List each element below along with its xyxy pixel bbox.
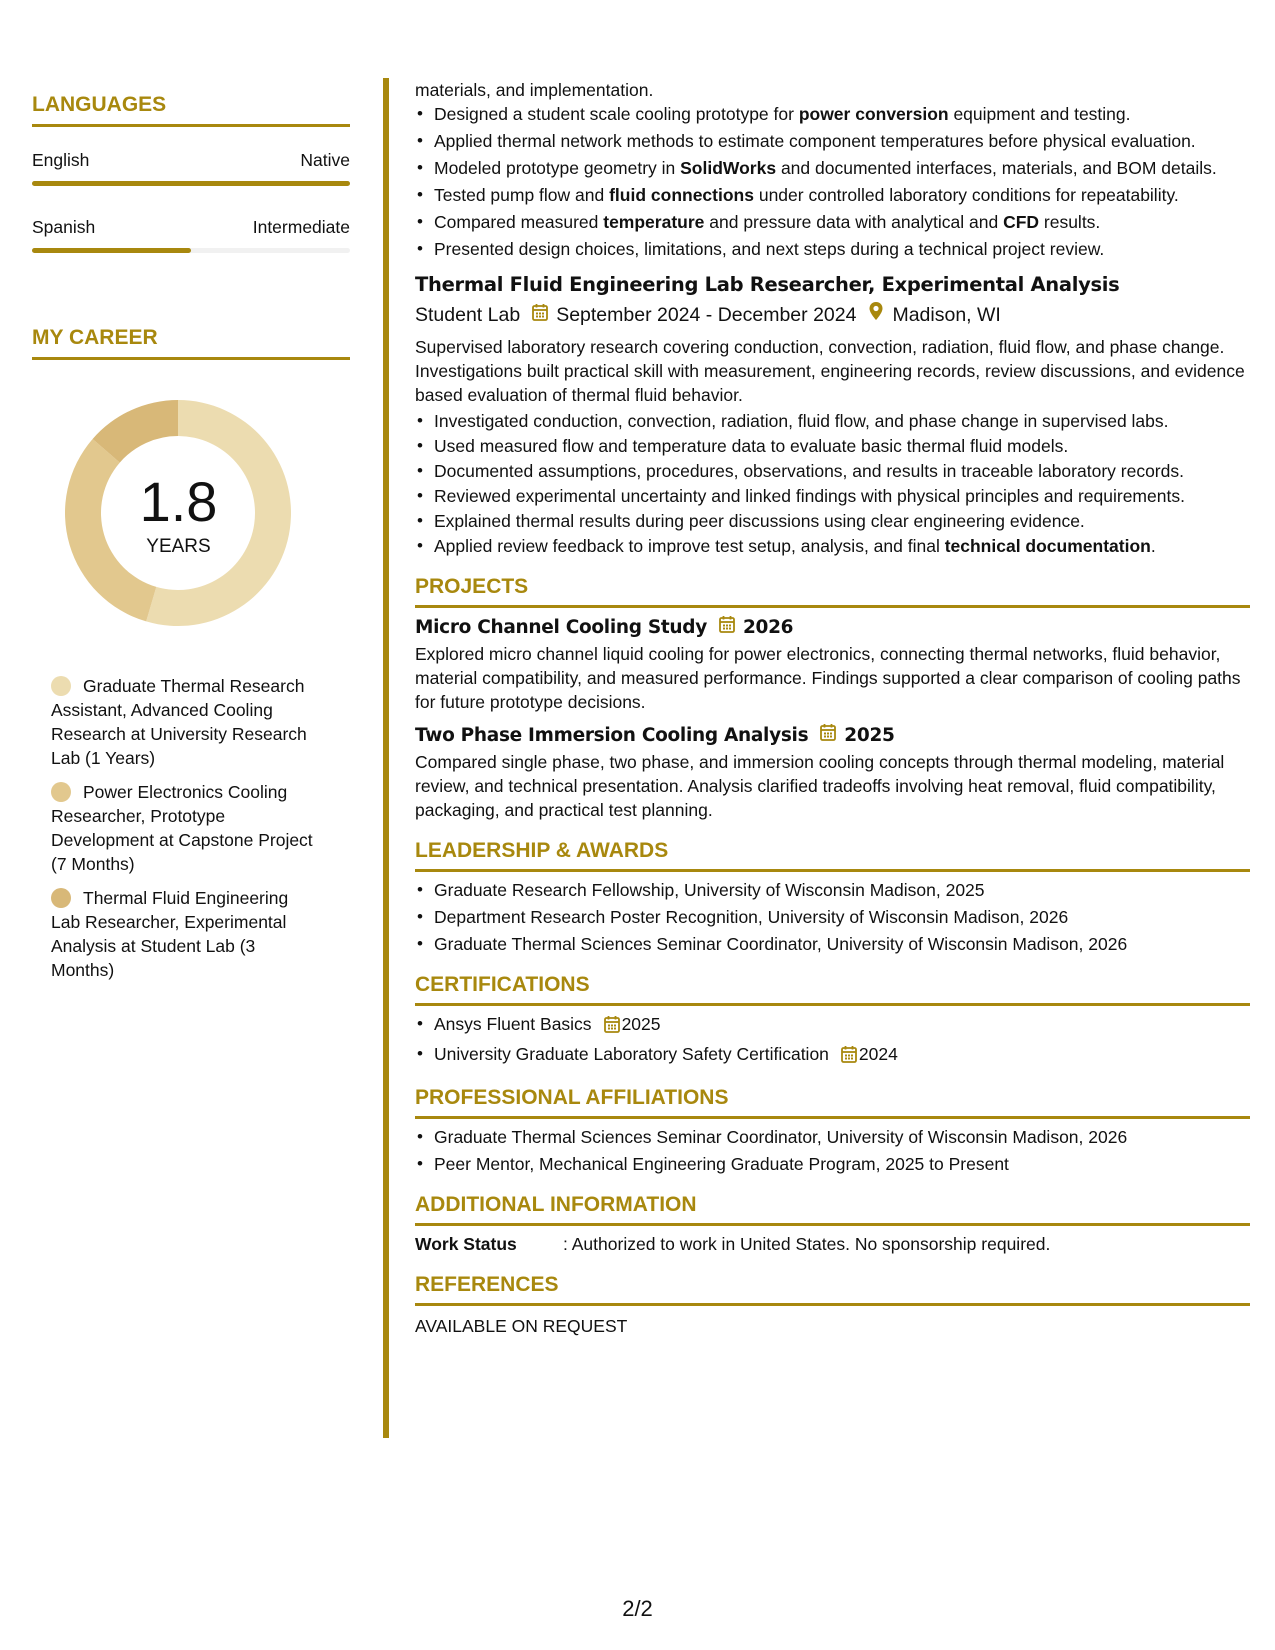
job-company: Student Lab	[415, 304, 521, 326]
references-heading: REFERENCES	[415, 1272, 1250, 1306]
project-description: Compared single phase, two phase, and immersion cooling concepts through thermal modeling, material review, and technical presentation. Analysis clarified tradeoffs involving heat removal, fluid compatibility, packaging, and practical test planning.	[415, 752, 1225, 820]
bullet-item	[415, 156, 1250, 180]
career-total-years: 1.8	[139, 470, 218, 533]
certifications-heading: CERTIFICATIONS	[415, 972, 1250, 1006]
certification-year: 2025	[621, 1014, 661, 1034]
calendar-icon	[604, 1015, 620, 1039]
language-level: Intermediate	[252, 217, 350, 237]
bullet-item	[415, 878, 1250, 902]
bullet-bold: technical documentation	[944, 536, 1151, 556]
bullet-item	[415, 905, 1250, 929]
project-description: Explored micro channel liquid cooling for power electronics, connecting thermal networks, fluid behavior, material compatibility, and measured performance. Findings supported a clear comparison of cooling paths for future prototype decisions.	[415, 644, 1241, 712]
language-proficiency-fill	[32, 181, 350, 186]
project-year: 2025	[844, 725, 895, 746]
legend-dot	[51, 888, 71, 908]
bullet-item	[415, 434, 1250, 458]
work-status-value: : Authorized to work in United States. No sponsorship required.	[563, 1234, 1051, 1254]
bullet-text: Peer Mentor, Mechanical Engineering Graduate Program, 2025 to Present	[434, 1154, 1009, 1174]
career-legend-text: Thermal Fluid Engineering Lab Researcher, Experimental Analysis at Student Lab (3 Months)	[51, 888, 289, 980]
career-heading: MY CAREER	[32, 325, 350, 360]
certifications-list	[415, 1012, 1250, 1069]
bullet-item	[415, 183, 1250, 207]
project-name: Two Phase Immersion Cooling Analysis	[415, 725, 809, 746]
bullet-item	[415, 409, 1250, 433]
bullet-item	[415, 129, 1250, 153]
certification-name: University Graduate Laboratory Safety Certification	[434, 1044, 829, 1064]
language-proficiency-fill	[32, 248, 191, 253]
bullet-text: Applied thermal network methods to estimate component temperatures before physical evaluation.	[434, 131, 1196, 151]
bullet-text: and pressure data with analytical and	[704, 212, 1004, 232]
bullet-item	[415, 1152, 1250, 1176]
project-title	[415, 722, 1250, 750]
bullet-text: Graduate Thermal Sciences Seminar Coordinator, University of Wisconsin Madison, 2026	[434, 934, 1128, 954]
bullet-bold: temperature	[603, 212, 705, 232]
left-column	[32, 92, 350, 992]
career-total-unit: YEARS	[146, 536, 211, 557]
legend-dot	[51, 676, 71, 696]
bullet-text: under controlled laboratory conditions for repeatability.	[753, 185, 1179, 205]
map-pin-icon	[868, 301, 884, 329]
bullet-item	[415, 534, 1250, 558]
bullet-text: .	[1150, 536, 1156, 556]
bullet-text: results.	[1039, 212, 1101, 232]
bullet-text: Explained thermal results during peer discussions using clear engineering evidence.	[434, 511, 1085, 531]
career-legend-item	[51, 780, 322, 876]
calendar-icon	[719, 614, 735, 642]
bullet-text: Modeled prototype geometry in	[434, 158, 681, 178]
project-year: 2026	[742, 617, 794, 638]
bullet-text: Investigated conduction, convection, radiation, fluid flow, and phase change in supervised labs.	[434, 411, 1169, 431]
legend-dot	[51, 782, 71, 802]
bullet-item	[415, 484, 1250, 508]
bullet-item	[415, 932, 1250, 956]
bullet-item	[415, 509, 1250, 533]
bullet-item	[415, 1042, 1250, 1069]
job-meta	[415, 301, 1250, 329]
bullet-text: Presented design choices, limitations, and next steps during a technical project review.	[434, 239, 1105, 259]
bullet-item	[415, 459, 1250, 483]
career-donut-chart	[32, 392, 350, 652]
additional-info-heading: ADDITIONAL INFORMATION	[415, 1192, 1250, 1226]
calendar-icon	[820, 722, 836, 750]
bullet-bold: fluid connections	[609, 185, 754, 205]
calendar-icon	[841, 1045, 857, 1069]
career-legend-text: Graduate Thermal Research Assistant, Advanced Cooling Research at University Research Lab (1 Years)	[51, 676, 307, 768]
projects-heading: PROJECTS	[415, 574, 1250, 608]
career-legend-text: Power Electronics Cooling Researcher, Prototype Development at Capstone Project (7 Months)	[51, 782, 313, 874]
bullet-text: Used measured flow and temperature data to evaluate basic thermal fluid models.	[434, 436, 1069, 456]
language-level: Native	[300, 150, 350, 170]
bullet-text: Compared measured	[434, 212, 604, 232]
bullet-text: Tested pump flow and	[434, 185, 610, 205]
bullet-text: Reviewed experimental uncertainty and linked findings with physical principles and requirements.	[434, 486, 1185, 506]
main-column	[415, 78, 1250, 1338]
language-name: Spanish	[32, 217, 96, 237]
bullet-text: equipment and testing.	[948, 104, 1131, 124]
bullet-text: and documented interfaces, materials, and BOM details.	[776, 158, 1217, 178]
bullet-text: Graduate Research Fellowship, University of Wisconsin Madison, 2025	[434, 880, 985, 900]
career-legend	[32, 674, 322, 982]
column-divider	[383, 78, 389, 1438]
language-row	[32, 216, 350, 238]
bullet-text: Department Research Poster Recognition, University of Wisconsin Madison, 2026	[434, 907, 1069, 927]
bullet-text: Designed a student scale cooling prototype for	[434, 104, 799, 124]
bullet-bold: SolidWorks	[680, 158, 777, 178]
career-legend-item	[51, 886, 322, 982]
leadership-list	[415, 878, 1250, 956]
bullet-item	[415, 102, 1250, 126]
project-title	[415, 614, 1250, 642]
affiliations-heading: PROFESSIONAL AFFILIATIONS	[415, 1085, 1250, 1119]
certification-year: 2024	[858, 1044, 898, 1064]
bullet-item	[415, 237, 1250, 261]
work-status-label: Work Status	[415, 1234, 517, 1254]
job-location: Madison, WI	[892, 304, 1001, 326]
page-number: 2/2	[622, 1596, 653, 1621]
languages-heading: LANGUAGES	[32, 92, 350, 127]
bullet-bold: power conversion	[798, 104, 949, 124]
leadership-heading: LEADERSHIP & AWARDS	[415, 838, 1250, 872]
work-status-row	[415, 1232, 1250, 1256]
job-dates: September 2024 - December 2024	[556, 304, 857, 326]
affiliations-list	[415, 1125, 1250, 1176]
bullet-item	[415, 210, 1250, 234]
language-row	[32, 149, 350, 171]
bullet-item	[415, 1125, 1250, 1149]
job-bullets	[415, 409, 1250, 558]
bullet-text: Documented assumptions, procedures, observations, and results in traceable laboratory records.	[434, 461, 1184, 481]
bullet-bold: CFD	[1003, 212, 1040, 232]
bullet-item	[415, 1012, 1250, 1039]
references-text: AVAILABLE ON REQUEST	[415, 1316, 628, 1336]
bullet-text: Graduate Thermal Sciences Seminar Coordinator, University of Wisconsin Madison, 2026	[434, 1127, 1128, 1147]
language-proficiency-bar	[32, 181, 350, 186]
calendar-icon	[532, 301, 548, 329]
certification-name: Ansys Fluent Basics	[434, 1014, 592, 1034]
continued-text: materials, and implementation.	[415, 80, 654, 100]
language-name: English	[32, 150, 90, 170]
job-description: Supervised laboratory research covering conduction, convection, radiation, fluid flow, and phase change. Investigations built practical skill with measurement, engineering records, review discussions, and evidence based evaluation of thermal fluid behavior.	[415, 337, 1245, 405]
project-name: Micro Channel Cooling Study	[415, 617, 707, 638]
language-proficiency-bar	[32, 248, 350, 253]
continued-bullets	[415, 102, 1250, 261]
career-legend-item	[51, 674, 322, 770]
job-title: Thermal Fluid Engineering Lab Researcher, Experimental Analysis	[415, 273, 1120, 296]
bullet-text: Applied review feedback to improve test setup, analysis, and final	[434, 536, 945, 556]
